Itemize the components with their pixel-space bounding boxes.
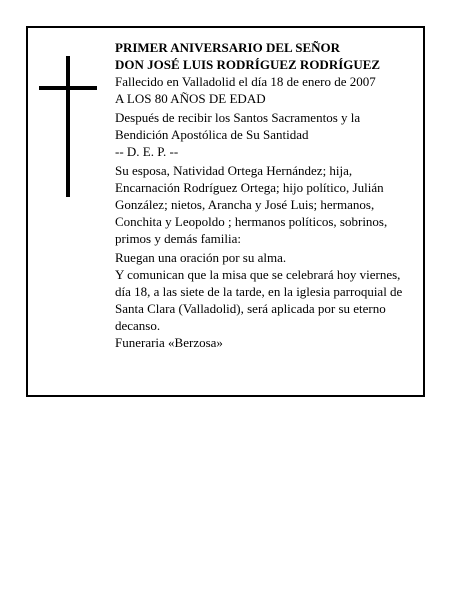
mass-line-4: decanso.	[115, 318, 161, 333]
family-line-4: Conchita y Leopoldo ; hermanos políticos, sobrinos,	[115, 214, 388, 229]
family-line-1: Su esposa, Natividad Ortega Hernández; hija,	[115, 163, 353, 178]
cross-vertical-bar	[66, 56, 70, 197]
mass-paragraph	[115, 266, 421, 334]
dep-line: -- D. E. P. --	[115, 144, 179, 159]
funeral-home: Funeraria «Berzosa»	[115, 335, 223, 350]
family-line-5: primos y demás familia:	[115, 231, 242, 246]
sacraments-line-2: Bendición Apostólica de Su Santidad	[115, 127, 309, 142]
sacraments-line-1: Después de recibir los Santos Sacramentos y la	[115, 110, 361, 125]
mass-line-3: Santa Clara (Valladolid), será aplicada por su eterno	[115, 301, 386, 316]
age-info: A LOS 80 AÑOS DE EDAD	[115, 91, 266, 106]
mass-line-1: Y comunican que la misa que se celebrará hoy viernes,	[115, 267, 401, 282]
latin-cross-icon	[39, 56, 97, 197]
title-line-2: DON JOSÉ LUIS RODRÍGUEZ RODRÍGUEZ	[115, 57, 381, 72]
death-info: Fallecido en Valladolid el día 18 de enero de 2007	[115, 74, 376, 89]
cross-horizontal-bar	[39, 86, 97, 90]
sacraments-paragraph	[115, 109, 421, 143]
obituary-notice	[26, 26, 425, 397]
prayer-line: Ruegan una oración por su alma.	[115, 250, 287, 265]
family-line-3: González; nietos, Arancha y José Luis; hermanos,	[115, 197, 375, 212]
title-line-1: PRIMER ANIVERSARIO DEL SEÑOR	[115, 40, 341, 55]
family-line-2: Encarnación Rodríguez Ortega; hijo político, Julián	[115, 180, 384, 195]
notice-text	[115, 39, 421, 351]
family-paragraph	[115, 162, 421, 247]
mass-line-2: día 18, a las siete de la tarde, en la iglesia parroquial de	[115, 284, 403, 299]
